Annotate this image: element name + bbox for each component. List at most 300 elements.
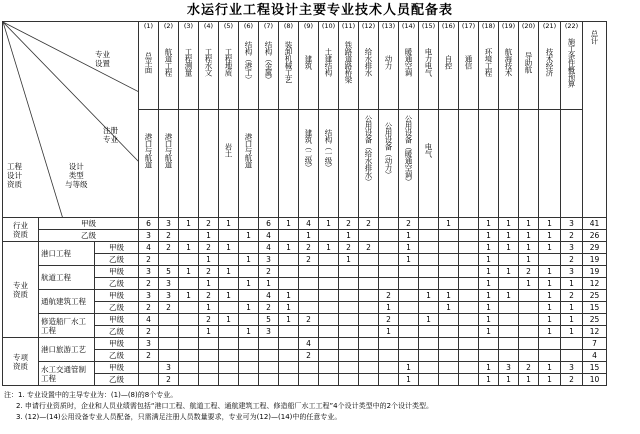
count-cell: 2	[139, 254, 159, 266]
count-cell	[319, 302, 339, 314]
column-reg-label: 建筑（二级）	[304, 129, 313, 171]
count-cell	[459, 302, 479, 314]
column-field-label: 铁路道路桥梁	[344, 41, 353, 83]
count-cell: 1	[539, 314, 561, 326]
column-header-reg	[239, 110, 259, 218]
column-header-field	[139, 22, 159, 110]
column-header-reg	[219, 110, 239, 218]
count-cell: 1	[499, 218, 519, 230]
count-cell	[299, 326, 319, 338]
count-cell	[319, 338, 339, 350]
count-cell: 4	[139, 314, 159, 326]
count-cell: 4	[259, 242, 279, 254]
column-field-label: 动力	[384, 55, 393, 69]
count-cell	[439, 278, 459, 290]
staffing-table	[2, 21, 607, 386]
column-reg-label: 港口与航道	[244, 132, 253, 168]
count-cell	[379, 278, 399, 290]
column-header-reg	[339, 110, 359, 218]
count-cell: 1	[519, 374, 539, 386]
count-cell: 2	[561, 254, 583, 266]
count-cell	[179, 374, 199, 386]
column-header-reg	[379, 110, 399, 218]
count-cell: 2	[299, 254, 319, 266]
total-cell: 7	[583, 338, 607, 350]
count-cell	[419, 326, 439, 338]
column-field-label: 暖通空调	[404, 48, 413, 76]
grade-cell: 甲级	[95, 290, 139, 302]
count-cell	[519, 302, 539, 314]
count-cell: 1	[219, 218, 239, 230]
grade-cell: 乙级	[95, 374, 139, 386]
count-cell	[539, 350, 561, 362]
count-cell	[339, 350, 359, 362]
table-row	[3, 266, 607, 278]
column-header-field	[359, 22, 379, 110]
count-cell: 1	[279, 290, 299, 302]
count-cell	[419, 242, 439, 254]
count-cell: 2	[159, 302, 179, 314]
count-cell: 1	[399, 374, 419, 386]
count-cell	[459, 326, 479, 338]
column-header-reg	[459, 110, 479, 218]
count-cell	[359, 374, 379, 386]
count-cell: 2	[519, 266, 539, 278]
count-cell	[359, 314, 379, 326]
count-cell: 4	[139, 242, 159, 254]
column-header-field	[299, 22, 319, 110]
column-field-label: 施工条件概预算	[567, 37, 576, 87]
count-cell: 2	[159, 230, 179, 242]
count-cell: 1	[479, 242, 499, 254]
column-header-reg	[139, 110, 159, 218]
count-cell	[299, 278, 319, 290]
count-cell	[339, 326, 359, 338]
count-cell: 4	[259, 230, 279, 242]
count-cell	[439, 326, 459, 338]
count-cell: 1	[219, 266, 239, 278]
column-field-label: 环境工程	[484, 48, 493, 76]
column-field-label: 电力电气	[424, 48, 433, 76]
count-cell: 1	[479, 290, 499, 302]
column-header-field	[479, 22, 499, 110]
column-number: (9)	[303, 22, 314, 30]
count-cell: 1	[279, 218, 299, 230]
count-cell	[419, 374, 439, 386]
count-cell	[139, 362, 159, 374]
count-cell	[139, 374, 159, 386]
count-cell: 1	[479, 278, 499, 290]
count-cell: 1	[499, 290, 519, 302]
count-cell	[399, 350, 419, 362]
column-number: (8)	[283, 22, 294, 30]
count-cell	[519, 326, 539, 338]
column-number: (14)	[401, 22, 416, 30]
count-cell	[459, 278, 479, 290]
total-cell: 15	[583, 302, 607, 314]
column-header-reg	[561, 110, 583, 218]
grade-cell: 甲级	[95, 242, 139, 254]
count-cell	[379, 230, 399, 242]
table-row	[3, 338, 607, 350]
column-reg-label: 结构（一级）	[324, 129, 333, 171]
count-cell	[339, 338, 359, 350]
column-header-field	[219, 22, 239, 110]
column-header-reg	[439, 110, 459, 218]
column-field-label: 工程地质	[224, 48, 233, 76]
count-cell: 1	[499, 242, 519, 254]
count-cell: 2	[199, 266, 219, 278]
count-cell: 1	[499, 230, 519, 242]
column-number: (13)	[381, 22, 396, 30]
count-cell	[419, 350, 439, 362]
count-cell	[561, 350, 583, 362]
count-cell: 2	[199, 218, 219, 230]
count-cell	[499, 314, 519, 326]
count-cell: 1	[439, 302, 459, 314]
count-cell	[419, 254, 439, 266]
count-cell	[239, 374, 259, 386]
count-cell	[459, 314, 479, 326]
column-header-reg	[359, 110, 379, 218]
grade-cell: 甲级	[95, 266, 139, 278]
count-cell	[419, 218, 439, 230]
count-cell	[519, 350, 539, 362]
count-cell	[359, 230, 379, 242]
count-cell	[459, 338, 479, 350]
count-cell: 2	[339, 242, 359, 254]
count-cell: 1	[519, 242, 539, 254]
count-cell: 1	[419, 314, 439, 326]
grade-cell: 乙级	[95, 278, 139, 290]
total-cell: 26	[583, 230, 607, 242]
count-cell	[399, 314, 419, 326]
count-cell: 3	[561, 242, 583, 254]
corner-label-reg: 注册 专业	[103, 126, 118, 144]
column-number: (4)	[203, 22, 214, 30]
count-cell: 2	[561, 374, 583, 386]
count-cell	[199, 350, 219, 362]
count-cell	[379, 338, 399, 350]
column-field-label: 给水排水	[364, 48, 373, 76]
count-cell: 1	[399, 242, 419, 254]
count-cell: 1	[219, 242, 239, 254]
count-cell	[459, 290, 479, 302]
table-row	[3, 362, 607, 374]
design-type: 修造船厂水工 工程	[39, 314, 95, 338]
qualification-group: 行业 资质	[3, 218, 39, 242]
count-cell	[279, 338, 299, 350]
count-cell: 1	[239, 278, 259, 290]
count-cell: 1	[259, 278, 279, 290]
count-cell	[159, 350, 179, 362]
column-number: (21)	[542, 22, 557, 30]
count-cell: 1	[479, 266, 499, 278]
count-cell	[199, 338, 219, 350]
note-2: 2. 申请行业资质时，企业和人员业绩需包括“港口工程、航道工程、通航建筑工程、修造船厂水工工程”4个设计类型中的2个设计类型。	[16, 402, 434, 410]
count-cell	[239, 338, 259, 350]
column-header-field	[319, 22, 339, 110]
count-cell: 2	[519, 362, 539, 374]
column-reg-label: 电气	[424, 143, 433, 157]
count-cell: 2	[379, 314, 399, 326]
count-cell: 3	[499, 362, 519, 374]
count-cell	[259, 374, 279, 386]
count-cell	[519, 290, 539, 302]
column-header-reg	[499, 110, 519, 218]
count-cell	[299, 362, 319, 374]
count-cell: 1	[479, 326, 499, 338]
grade-cell: 甲级	[95, 362, 139, 374]
column-reg-label: 港口与航道	[144, 132, 153, 168]
count-cell: 1	[539, 374, 561, 386]
column-number: (22)	[564, 22, 579, 30]
count-cell	[319, 350, 339, 362]
count-cell	[219, 350, 239, 362]
count-cell	[439, 350, 459, 362]
count-cell: 1	[479, 218, 499, 230]
column-reg-label: 岩土	[224, 143, 233, 157]
count-cell	[339, 290, 359, 302]
count-cell: 2	[139, 278, 159, 290]
count-cell	[199, 374, 219, 386]
count-cell: 1	[539, 290, 561, 302]
count-cell: 1	[499, 374, 519, 386]
count-cell	[459, 218, 479, 230]
count-cell	[339, 302, 359, 314]
column-field-label: 建筑	[304, 55, 313, 69]
count-cell: 1	[479, 302, 499, 314]
count-cell: 2	[139, 350, 159, 362]
table-row	[3, 242, 607, 254]
count-cell	[319, 230, 339, 242]
count-cell	[499, 302, 519, 314]
design-type: 航道工程	[39, 266, 95, 290]
count-cell	[439, 314, 459, 326]
count-cell: 3	[159, 278, 179, 290]
count-cell	[219, 302, 239, 314]
count-cell: 1	[399, 230, 419, 242]
count-cell: 1	[539, 326, 561, 338]
count-cell: 1	[199, 230, 219, 242]
count-cell	[439, 338, 459, 350]
count-cell	[159, 254, 179, 266]
count-cell	[339, 278, 359, 290]
count-cell: 3	[561, 362, 583, 374]
count-cell: 3	[561, 218, 583, 230]
count-cell: 2	[199, 314, 219, 326]
column-number: (16)	[441, 22, 456, 30]
count-cell	[219, 362, 239, 374]
count-cell	[279, 266, 299, 278]
count-cell	[439, 266, 459, 278]
column-number: (11)	[341, 22, 356, 30]
qualification-group: 专业 资质	[3, 242, 39, 338]
count-cell	[279, 374, 299, 386]
count-cell: 1	[439, 290, 459, 302]
count-cell	[379, 242, 399, 254]
column-header-reg	[419, 110, 439, 218]
count-cell: 1	[219, 290, 239, 302]
count-cell	[259, 338, 279, 350]
count-cell	[359, 254, 379, 266]
count-cell	[419, 230, 439, 242]
count-cell	[159, 326, 179, 338]
column-number: (15)	[421, 22, 436, 30]
count-cell	[179, 314, 199, 326]
column-reg-label: 公用设备（给水排水）	[364, 115, 373, 185]
count-cell	[159, 314, 179, 326]
count-cell: 1	[539, 302, 561, 314]
column-field-label: 结构（金属）	[264, 41, 273, 83]
count-cell: 1	[519, 278, 539, 290]
page-title: 水运行业工程设计主要专业技术人员配备表	[186, 3, 453, 18]
count-cell: 6	[139, 218, 159, 230]
count-cell: 2	[139, 326, 159, 338]
count-cell: 1	[439, 218, 459, 230]
total-cell: 25	[583, 290, 607, 302]
column-field-label: 结构（港工）	[244, 41, 253, 83]
count-cell: 2	[359, 242, 379, 254]
count-cell	[359, 302, 379, 314]
count-cell: 1	[239, 230, 259, 242]
count-cell: 3	[139, 230, 159, 242]
count-cell	[499, 254, 519, 266]
count-cell: 2	[199, 242, 219, 254]
count-cell	[419, 278, 439, 290]
count-cell: 1	[379, 302, 399, 314]
column-header-reg	[519, 110, 539, 218]
count-cell	[399, 326, 419, 338]
column-number: (1)	[143, 22, 154, 30]
count-cell	[379, 350, 399, 362]
header-corner	[3, 22, 139, 218]
column-header-reg	[279, 110, 299, 218]
column-header-field	[459, 22, 479, 110]
count-cell: 1	[479, 374, 499, 386]
count-cell: 1	[561, 314, 583, 326]
column-header-field	[159, 22, 179, 110]
count-cell: 2	[399, 218, 419, 230]
count-cell: 1	[179, 290, 199, 302]
column-header-field	[259, 22, 279, 110]
count-cell	[179, 350, 199, 362]
count-cell	[279, 326, 299, 338]
column-field-label: 工程测量	[184, 48, 193, 76]
count-cell	[179, 254, 199, 266]
count-cell	[459, 362, 479, 374]
count-cell	[219, 230, 239, 242]
count-cell	[399, 338, 419, 350]
count-cell	[279, 230, 299, 242]
count-cell: 2	[259, 302, 279, 314]
count-cell: 1	[379, 326, 399, 338]
count-cell	[399, 266, 419, 278]
count-cell	[379, 218, 399, 230]
grade-cell: 乙级	[95, 302, 139, 314]
count-cell	[299, 302, 319, 314]
count-cell	[539, 254, 561, 266]
count-cell: 5	[259, 314, 279, 326]
total-cell: 12	[583, 326, 607, 338]
count-cell	[179, 278, 199, 290]
column-number: (6)	[243, 22, 254, 30]
count-cell	[359, 338, 379, 350]
count-cell: 1	[399, 254, 419, 266]
column-header-reg	[259, 110, 279, 218]
count-cell	[239, 242, 259, 254]
design-type: 通航建筑工程	[39, 290, 95, 314]
count-cell	[359, 266, 379, 278]
count-cell: 2	[259, 266, 279, 278]
count-cell: 3	[139, 338, 159, 350]
count-cell	[459, 254, 479, 266]
count-cell	[239, 314, 259, 326]
count-cell	[179, 362, 199, 374]
column-header-reg	[299, 110, 319, 218]
count-cell: 2	[359, 218, 379, 230]
count-cell: 1	[299, 230, 319, 242]
table-row	[3, 218, 607, 230]
count-cell: 1	[519, 230, 539, 242]
count-cell: 1	[239, 302, 259, 314]
count-cell	[539, 338, 561, 350]
count-cell	[499, 326, 519, 338]
count-cell: 1	[339, 230, 359, 242]
column-number: (3)	[183, 22, 194, 30]
footnotes	[4, 390, 634, 423]
count-cell	[319, 278, 339, 290]
count-cell	[519, 338, 539, 350]
count-cell	[279, 362, 299, 374]
design-type: 水工交通管制 工程	[39, 362, 95, 386]
count-cell	[399, 290, 419, 302]
count-cell	[359, 326, 379, 338]
column-header-reg	[399, 110, 419, 218]
count-cell: 1	[519, 254, 539, 266]
grade-cell: 乙级	[95, 254, 139, 266]
count-cell	[339, 314, 359, 326]
count-cell	[359, 278, 379, 290]
count-cell	[219, 326, 239, 338]
count-cell: 3	[159, 290, 179, 302]
count-cell	[379, 374, 399, 386]
count-cell	[319, 290, 339, 302]
column-header-reg	[479, 110, 499, 218]
count-cell	[439, 374, 459, 386]
count-cell	[359, 290, 379, 302]
count-cell	[459, 374, 479, 386]
count-cell: 1	[279, 314, 299, 326]
count-cell	[561, 338, 583, 350]
count-cell: 1	[279, 242, 299, 254]
grade-cell: 乙级	[39, 230, 139, 242]
total-cell: 41	[583, 218, 607, 230]
count-cell: 1	[239, 326, 259, 338]
count-cell	[299, 266, 319, 278]
count-cell: 3	[139, 290, 159, 302]
count-cell: 1	[199, 278, 219, 290]
count-cell	[179, 302, 199, 314]
count-cell	[279, 350, 299, 362]
count-cell: 1	[539, 242, 561, 254]
count-cell: 2	[299, 314, 319, 326]
column-header-field	[499, 22, 519, 110]
count-cell	[499, 338, 519, 350]
count-cell	[399, 278, 419, 290]
count-cell	[239, 218, 259, 230]
count-cell: 2	[159, 242, 179, 254]
